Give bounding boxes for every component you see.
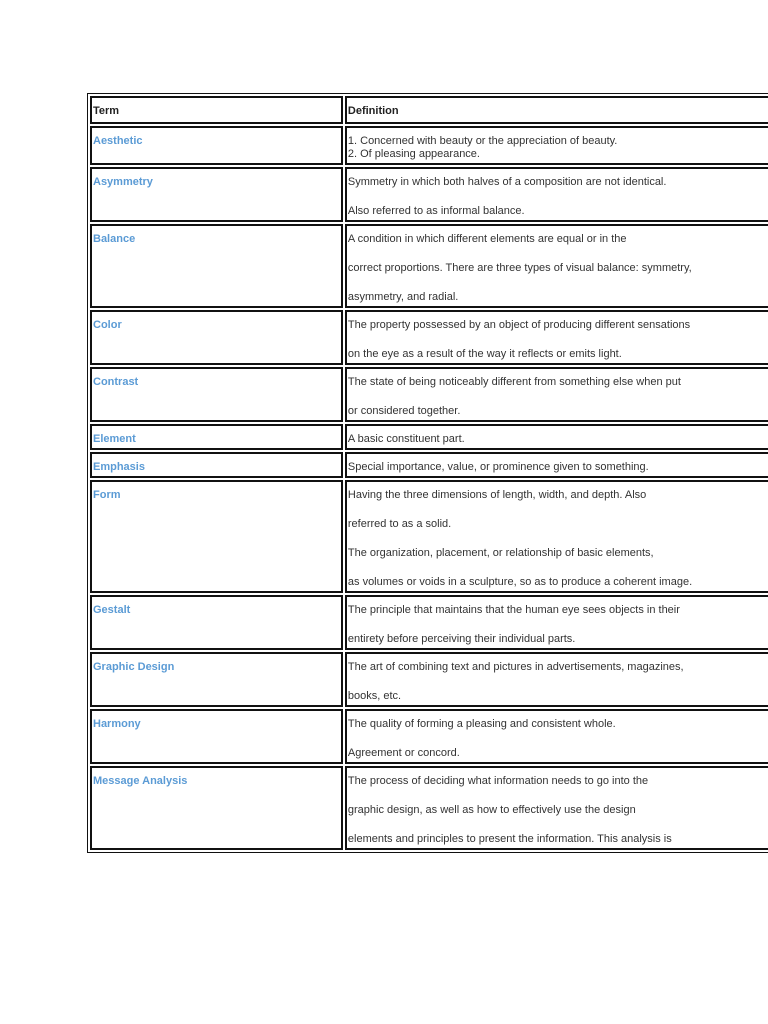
definition-line: referred to as a solid.	[347, 518, 452, 530]
definition-line: A condition in which different elements are equal or in the	[347, 233, 627, 245]
glossary-table	[87, 93, 768, 853]
definition-line: asymmetry, and radial.	[347, 291, 459, 303]
definition-line: on the eye as a result of the way it reflects or emits light.	[347, 348, 622, 360]
definition-line: graphic design, as well as how to effectively use the design	[347, 804, 636, 816]
definition-cell	[345, 167, 768, 222]
table-row	[90, 652, 768, 707]
definition-line: as volumes or voids in a sculpture, so as to produce a coherent image.	[347, 576, 693, 588]
definition-line: The art of combining text and pictures in advertisements, magazines,	[347, 661, 684, 673]
definition-cell	[345, 367, 768, 422]
definition-line: The organization, placement, or relationship of basic elements,	[347, 547, 654, 559]
definition-line: 1. Concerned with beauty or the appreciation of beauty.	[347, 135, 618, 147]
term-cell	[90, 367, 343, 422]
definition-cell	[345, 709, 768, 764]
definition-cell	[345, 126, 768, 165]
definition-line: The state of being noticeably different from something else when put	[347, 376, 681, 388]
glossary-table-body	[90, 96, 768, 850]
term-link[interactable]: Graphic Design	[93, 661, 175, 673]
term-cell	[90, 595, 343, 650]
term-cell	[90, 424, 343, 450]
term-cell	[90, 480, 343, 593]
term-link[interactable]: Color	[93, 319, 122, 331]
definition-cell	[345, 224, 768, 308]
definition-line: The quality of forming a pleasing and consistent whole.	[347, 718, 616, 730]
definition-line: correct proportions. There are three types of visual balance: symmetry,	[347, 262, 692, 274]
term-link[interactable]: Element	[93, 433, 136, 445]
definition-line: Having the three dimensions of length, width, and depth. Also	[347, 489, 647, 501]
table-row	[90, 452, 768, 478]
term-cell	[90, 310, 343, 365]
term-cell	[90, 709, 343, 764]
definition-cell	[345, 424, 768, 450]
term-cell	[90, 167, 343, 222]
table-row	[90, 167, 768, 222]
definition-line: entirety before perceiving their individual parts.	[347, 633, 576, 645]
table-row	[90, 224, 768, 308]
definition-cell	[345, 310, 768, 365]
term-link[interactable]: Emphasis	[93, 461, 145, 473]
definition-cell	[345, 595, 768, 650]
table-row	[90, 310, 768, 365]
term-cell	[90, 652, 343, 707]
definition-line: books, etc.	[347, 690, 402, 702]
term-link[interactable]: Harmony	[93, 718, 141, 730]
definition-line: 2. Of pleasing appearance.	[347, 148, 480, 160]
definition-line: Agreement or concord.	[347, 747, 460, 759]
term-link[interactable]: Gestalt	[93, 604, 131, 616]
definition-cell	[345, 766, 768, 850]
table-header-row	[90, 96, 768, 124]
term-cell	[90, 224, 343, 308]
definition-line: Symmetry in which both halves of a composition are not identical.	[347, 176, 667, 188]
term-link[interactable]: Contrast	[93, 376, 139, 388]
term-link[interactable]: Asymmetry	[93, 176, 153, 188]
table-row	[90, 709, 768, 764]
table-row	[90, 367, 768, 422]
table-row	[90, 480, 768, 593]
table-row	[90, 595, 768, 650]
definition-cell	[345, 452, 768, 478]
definition-cell	[345, 480, 768, 593]
definition-line: The principle that maintains that the human eye sees objects in their	[347, 604, 680, 616]
definition-line: Also referred to as informal balance.	[347, 205, 525, 217]
term-link[interactable]: Message Analysis	[93, 775, 188, 787]
table-row	[90, 766, 768, 850]
term-link[interactable]: Balance	[93, 233, 136, 245]
definition-line: A basic constituent part.	[347, 433, 465, 445]
term-cell	[90, 452, 343, 478]
definition-line: elements and principles to present the information. This analysis is	[347, 833, 672, 845]
definition-cell	[345, 652, 768, 707]
header-term: Term	[90, 96, 343, 124]
table-row	[90, 424, 768, 450]
definition-line: The process of deciding what information needs to go into the	[347, 775, 649, 787]
definition-line: or considered together.	[347, 405, 461, 417]
term-cell	[90, 766, 343, 850]
term-cell	[90, 126, 343, 165]
term-link[interactable]: Form	[93, 489, 121, 501]
term-link[interactable]: Aesthetic	[93, 135, 143, 147]
definition-line: The property possessed by an object of producing different sensations	[347, 319, 691, 331]
definition-line: Special importance, value, or prominence given to something.	[347, 461, 649, 473]
table-row	[90, 126, 768, 165]
header-definition: Definition	[345, 96, 768, 124]
